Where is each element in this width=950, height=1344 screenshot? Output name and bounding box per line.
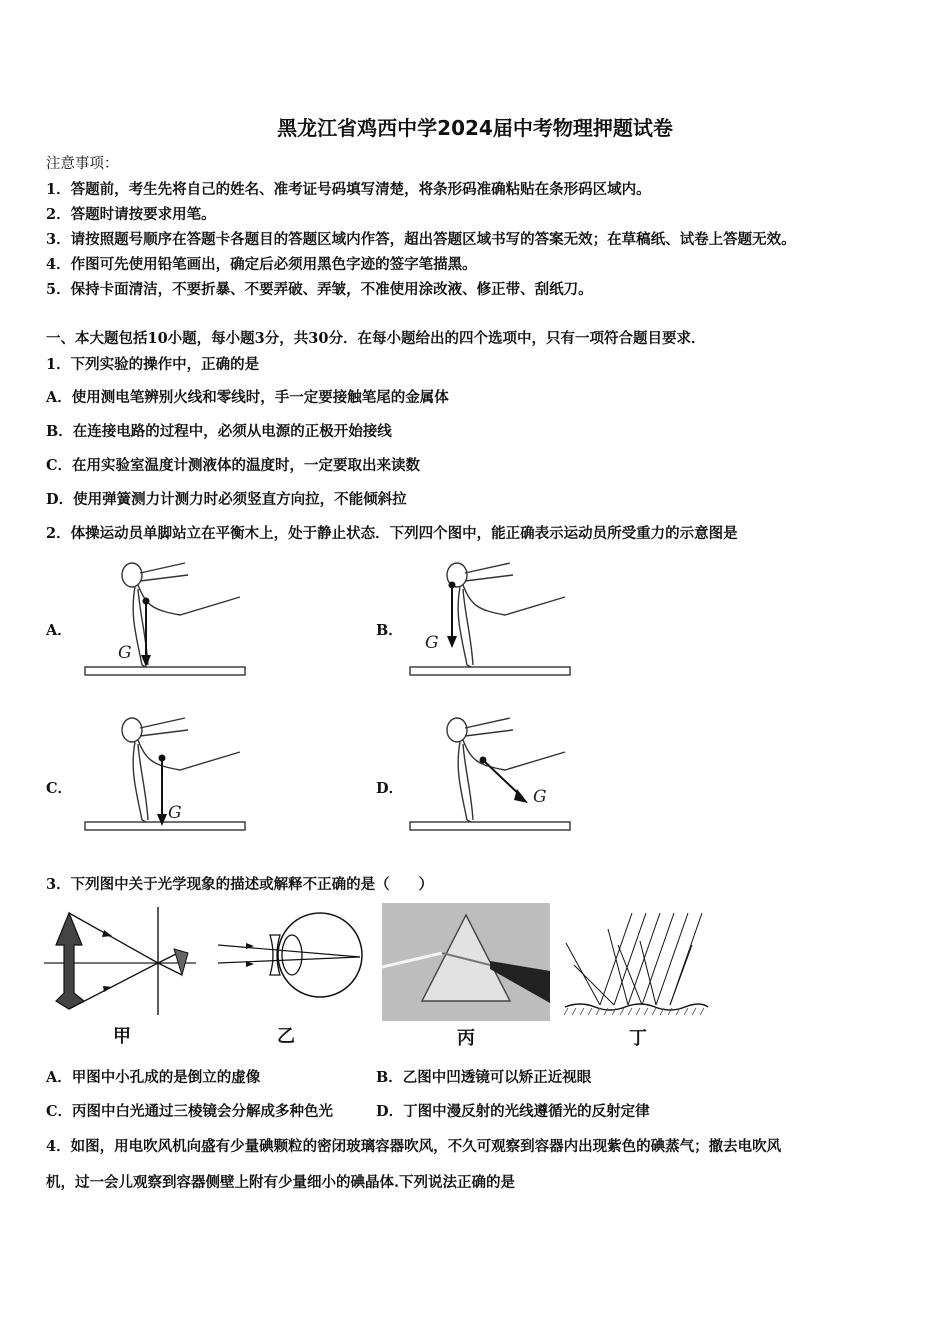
force-label-b: G: [425, 633, 439, 653]
q4-stem-line2: 机，过一会儿观察到容器侧壁上附有少量细小的碘晶体.下列说法正确的是: [46, 1174, 516, 1191]
gymnast-figure-d: [405, 710, 580, 835]
section-heading: 一、本大题包括10小题，每小题3分，共30分．在每小题给出的四个选项中，只有一项符合题目要求．: [46, 330, 706, 347]
note-item-4: 4．作图可先使用铅笔画出，确定后必须用黑色字迹的签字笔描黑。: [46, 256, 477, 273]
q3-option-b: B．乙图中凹透镜可以矫正近视眼: [376, 1069, 592, 1086]
prism-figure: [382, 903, 550, 1021]
q3-option-d: D．丁图中漫反射的光线遵循光的反射定律: [376, 1103, 650, 1120]
q1-option-a: A．使用测电笔辨别火线和零线时，手一定要接触笔尾的金属体: [46, 389, 449, 406]
q3-stem: 3．下列图中关于光学现象的描述或解释不正确的是（ ）: [46, 876, 434, 893]
fig-label-yi: 乙: [277, 1026, 295, 1047]
pinhole-figure: [44, 905, 199, 1017]
q2-label-a: A．: [46, 622, 72, 639]
force-label-a: G: [118, 643, 132, 663]
q3-option-c: C．丙图中白光通过三棱镜会分解成多种色光: [46, 1103, 334, 1120]
fig-label-jia: 甲: [113, 1026, 131, 1047]
gymnast-figure-c: [80, 710, 255, 835]
q1-option-c: C．在用实验室温度计测液体的温度时，一定要取出来读数: [46, 457, 421, 474]
force-label-d: G: [533, 787, 547, 807]
q2-stem: 2．体操运动员单脚站立在平衡木上，处于静止状态．下列四个图中，能正确表示运动员所受重力的示意图是: [46, 525, 738, 542]
q1-option-d: D．使用弹簧测力计测力时必须竖直方向拉，不能倾斜拉: [46, 491, 407, 508]
gymnast-figure-b: [405, 555, 580, 680]
diffuse-reflection-figure: [560, 905, 710, 1020]
notes-heading: 注意事项：: [46, 156, 119, 172]
q1-stem: 1．下列实验的操作中，正确的是: [46, 356, 260, 373]
q1-option-b: B．在连接电路的过程中，必须从电源的正极开始接线: [46, 423, 392, 440]
gymnast-figure-a: [80, 555, 255, 680]
q2-label-d: D．: [376, 780, 404, 797]
note-item-5: 5．保持卡面清洁，不要折暴、不要弄破、弄皱，不准使用涂改液、修正带、刮纸刀。: [46, 281, 593, 298]
note-item-1: 1．答题前，考生先将自己的姓名、准考证号码填写清楚，将条形码准确粘贴在条形码区域内。: [46, 181, 651, 198]
force-label-c: G: [168, 803, 182, 823]
page-title: 黑龙江省鸡西中学2024届中考物理押题试卷: [277, 116, 673, 140]
q2-label-b: B．: [376, 622, 403, 639]
eye-lens-figure: [210, 905, 370, 1017]
q3-option-a: A．甲图中小孔成的是倒立的虚像: [46, 1069, 261, 1086]
q4-stem-line1: 4．如图，用电吹风机向盛有少量碘颗粒的密闭玻璃容器吹风，不久可观察到容器内出现紫色的碘蒸气；撤去电吹风: [46, 1138, 782, 1155]
note-item-2: 2．答题时请按要求用笔。: [46, 206, 216, 223]
note-item-3: 3．请按照题号顺序在答题卡各题目的答题区域内作答，超出答题区域书写的答案无效；在草稿纸、试卷上答题无效。: [46, 231, 796, 248]
q2-label-c: C．: [46, 780, 73, 797]
fig-label-ding: 丁: [629, 1028, 647, 1049]
fig-label-bing: 丙: [457, 1028, 475, 1049]
